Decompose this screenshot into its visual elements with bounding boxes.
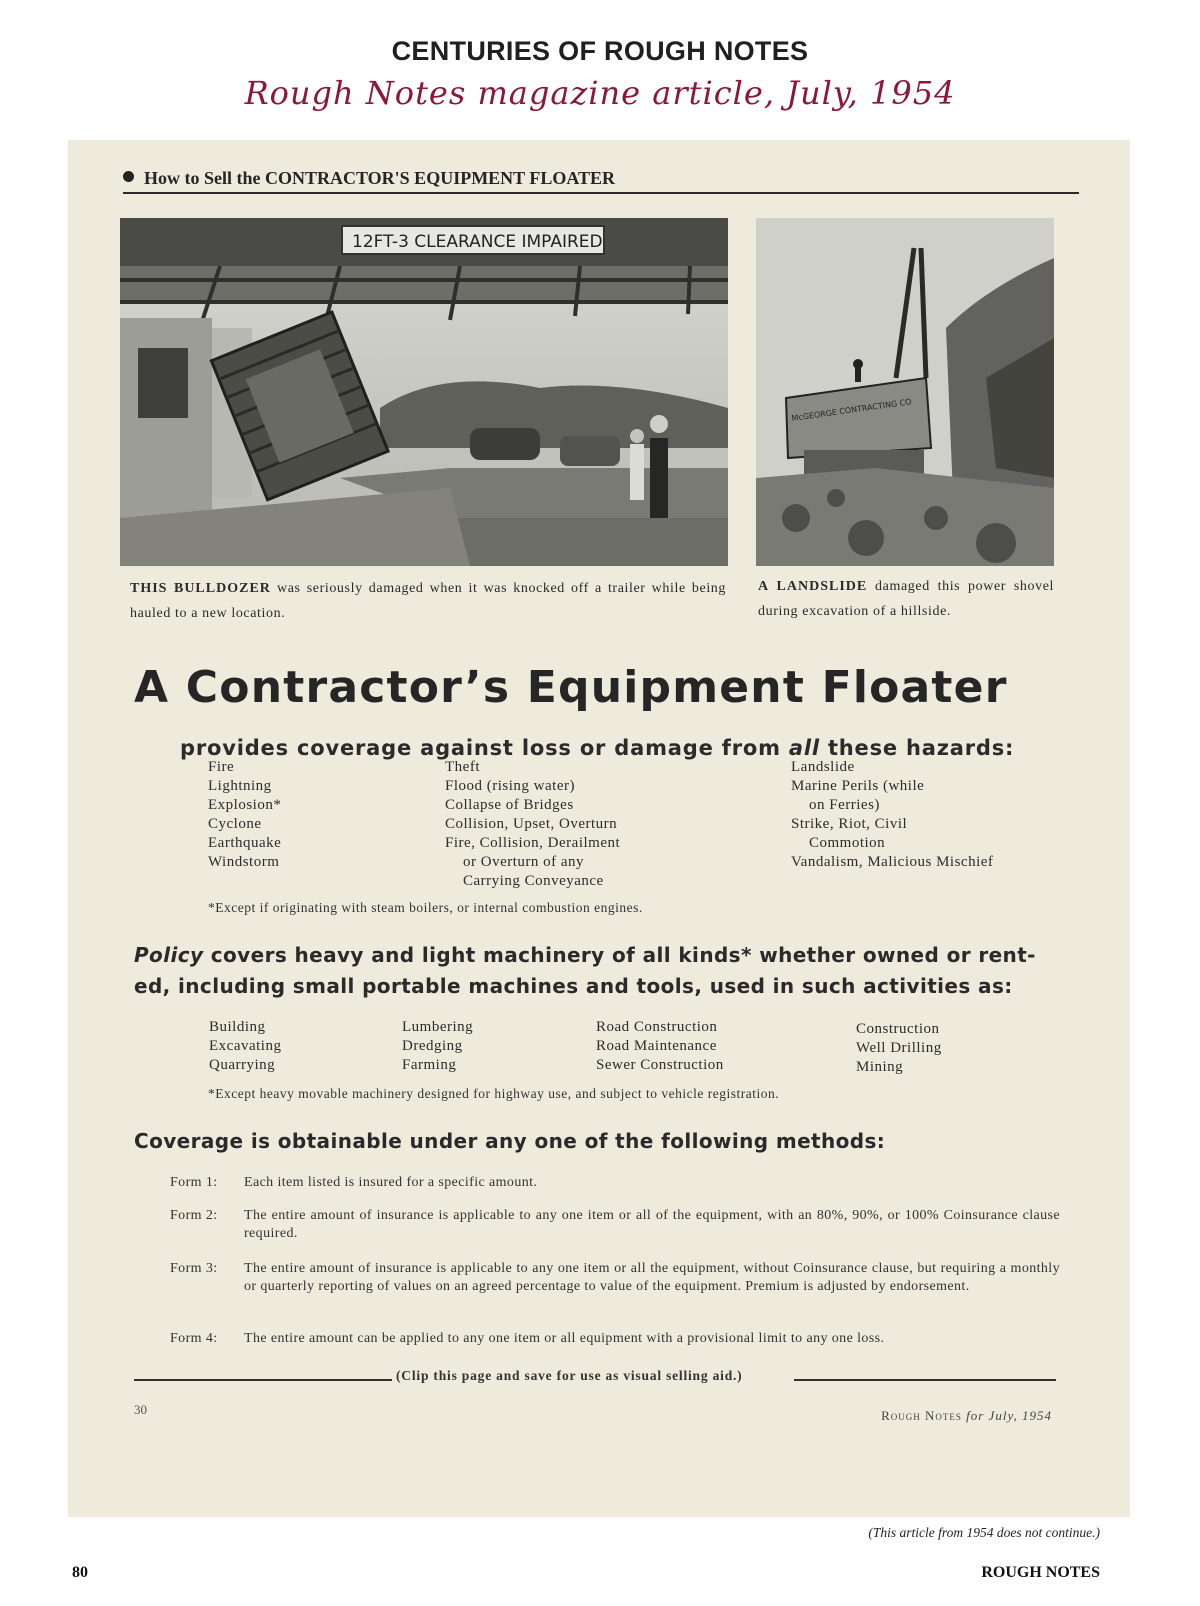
hazard-item: Landslide xyxy=(791,759,855,775)
activities-column-2 xyxy=(402,1018,473,1075)
activity-item: Building xyxy=(209,1019,266,1035)
form-text: Each item listed is insured for a specific amount. xyxy=(244,1175,538,1190)
policy-heading-em: Policy xyxy=(134,943,204,967)
activity-item: Road Construction xyxy=(596,1019,718,1035)
form-4 xyxy=(170,1330,1060,1348)
continuation-note: (This article from 1954 does not continue.) xyxy=(868,1525,1100,1540)
form-text: The entire amount of insurance is applicable to any one item or all the equipment, without Coinsurance clause, but requiring a monthly or quarterly reporting of values on an agreed percentage to value of the equipment. Premium is adjusted by endorsement. xyxy=(244,1261,1060,1294)
hazard-item: Commotion xyxy=(809,835,886,851)
form-label: Form 2: xyxy=(170,1208,218,1223)
hazard-item: Cyclone xyxy=(208,816,262,832)
form-1 xyxy=(170,1174,1060,1192)
hazard-item: Collision, Upset, Overturn xyxy=(445,816,618,832)
hazards-footnote: *Except if originating with steam boilers, or internal combustion engines. xyxy=(208,900,643,915)
hazard-item: Fire, Collision, Derailment xyxy=(445,835,621,851)
form-2 xyxy=(170,1207,1060,1243)
subhead-text-2: these hazards: xyxy=(819,736,1015,760)
magazine-footer xyxy=(881,1408,1052,1424)
hazard-item: Explosion* xyxy=(208,797,282,813)
hazard-item: Collapse of Bridges xyxy=(445,797,574,813)
page-header-subtitle: Rough Notes magazine article, July, 1954 xyxy=(244,74,956,112)
activity-item: Well Drilling xyxy=(856,1040,942,1056)
landslide-caption-lead: A LANDSLIDE xyxy=(758,579,868,594)
activity-item: Dredging xyxy=(402,1038,463,1054)
article-scan xyxy=(68,140,1130,1517)
power-shovel-photo xyxy=(756,218,1054,566)
hazard-item: Fire xyxy=(208,759,235,775)
activity-item: Mining xyxy=(856,1059,904,1075)
policy-heading xyxy=(134,940,1064,1002)
hazards-column-3 xyxy=(791,758,993,872)
activities-footnote: *Except heavy movable machinery designed for highway use, and subject to vehicle registration. xyxy=(208,1086,780,1101)
activity-item: Quarrying xyxy=(209,1057,276,1073)
form-3 xyxy=(170,1260,1060,1296)
bullet-icon xyxy=(123,171,134,182)
page-number: 80 xyxy=(72,1564,88,1581)
landslide-caption-text: damaged this power shovel during excavation of a hillside. xyxy=(758,579,1054,619)
activities-column-3 xyxy=(596,1018,724,1075)
page-header-title: CENTURIES OF ROUGH NOTES xyxy=(391,36,809,66)
activity-item: Farming xyxy=(402,1057,457,1073)
subhead-text-1: provides coverage against loss or damage from xyxy=(180,736,789,760)
activity-item: Excavating xyxy=(209,1038,282,1054)
hazard-item: Lightning xyxy=(208,778,272,794)
hazard-item: Vandalism, Malicious Mischief xyxy=(791,854,994,870)
hazard-item: Marine Perils (while xyxy=(791,778,925,794)
article-kicker xyxy=(123,168,1079,194)
clip-line-right xyxy=(794,1379,1056,1381)
publication-name: ROUGH NOTES xyxy=(981,1564,1100,1581)
activities-column-4 xyxy=(856,1020,942,1077)
clip-instruction xyxy=(134,1368,1054,1388)
clearance-sign-text: 12FT-3 CLEARANCE IMPAIRED xyxy=(352,232,603,252)
bulldozer-photo xyxy=(120,218,728,566)
hazard-item: Strike, Riot, Civil xyxy=(791,816,908,832)
form-label: Form 1: xyxy=(170,1175,218,1190)
form-text: The entire amount of insurance is applicable to any one item or all of the equipment, with an 80%, 90%, or 100% Coinsurance clause required. xyxy=(244,1208,1060,1241)
activity-item: Sewer Construction xyxy=(596,1057,724,1073)
activity-item: Road Maintenance xyxy=(596,1038,717,1054)
kicker-text: How to Sell the CONTRACTOR'S EQUIPMENT FLOATER xyxy=(144,168,616,188)
form-label: Form 4: xyxy=(170,1331,218,1346)
hazards-column-2 xyxy=(445,758,620,891)
landslide-caption xyxy=(758,574,1054,624)
bulldozer-caption-text: was seriously damaged when it was knocked off a trailer while being hauled to a new location. xyxy=(130,581,727,621)
clip-text: (Clip this page and save for use as visual selling aid.) xyxy=(396,1368,743,1383)
bulldozer-caption xyxy=(130,576,726,626)
form-label: Form 3: xyxy=(170,1261,218,1276)
activity-item: Construction xyxy=(856,1021,940,1037)
article-subhead xyxy=(180,736,1014,760)
hazard-item: Theft xyxy=(445,759,480,775)
activity-item: Lumbering xyxy=(402,1019,474,1035)
coverage-heading: Coverage is obtainable under any one of the following methods: xyxy=(134,1129,886,1153)
clip-line-left xyxy=(134,1379,392,1381)
hazard-item: Earthquake xyxy=(208,835,282,851)
hazard-item: or Overturn of any xyxy=(463,854,585,870)
hazard-item: on Ferries) xyxy=(809,797,880,813)
hazards-column-1 xyxy=(208,758,281,872)
magazine-footer-date: for July, 1954 xyxy=(961,1408,1052,1423)
activities-column-1 xyxy=(209,1018,281,1075)
subhead-emphasis: all xyxy=(788,736,820,760)
hazard-item: Carrying Conveyance xyxy=(463,873,604,889)
hazard-item: Windstorm xyxy=(208,854,280,870)
policy-heading-text: covers heavy and light machinery of all kinds* whether owned or rent-ed, including small portable machines and tools, used in such activities as: xyxy=(134,943,1036,998)
hazard-item: Flood (rising water) xyxy=(445,778,575,794)
bulldozer-caption-lead: THIS BULLDOZER xyxy=(130,581,271,596)
magazine-footer-name: Rough Notes xyxy=(881,1408,962,1423)
shovel-sign-text: McGEORGE CONTRACTING CO xyxy=(791,397,913,423)
magazine-page-number: 30 xyxy=(134,1402,147,1417)
form-text: The entire amount can be applied to any one item or all equipment with a provisional limit to any one loss. xyxy=(244,1331,885,1346)
article-headline: A Contractor’s Equipment Floater xyxy=(134,662,1008,713)
